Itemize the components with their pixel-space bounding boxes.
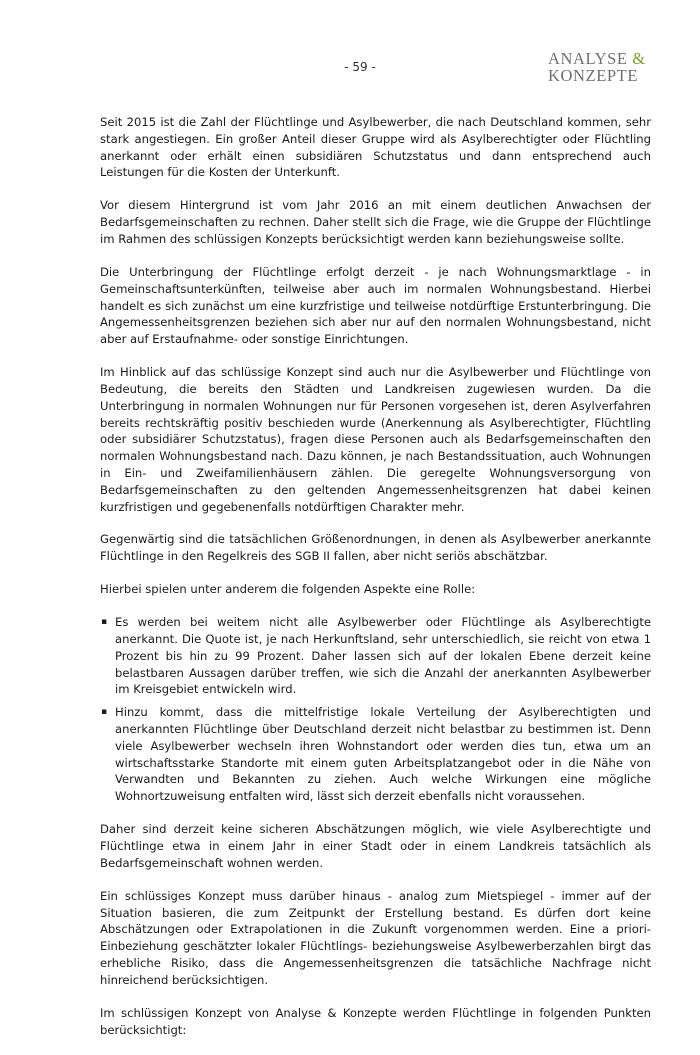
page-number: - 59 -	[344, 60, 376, 74]
logo-ampersand: &	[632, 49, 646, 68]
paragraph: Die Unterbringung der Flüchtlinge erfolgt derzeit - je nach Wohnungsmarktlage - in Gemeinschaftsunterkünften, teilweise aber auch im normalen Wohnungsbestand. Hierbei handelt es sich zunächst um eine kurzfristige und teilweise notdürftige Erstunterbringung. Die Angemessenheitsgrenzen beziehen sich aber nur auf den normalen Wohnungsbestand, nicht aber auf Erstaufnahme- oder sonstige Einrichtungen.	[100, 264, 651, 347]
company-logo	[548, 50, 646, 84]
logo-word-analyse: ANALYSE	[548, 49, 628, 68]
paragraph: Im schlüssigen Konzept von Analyse & Konzepte werden Flüchtlinge in folgenden Punkten berücksichtigt:	[100, 1005, 651, 1037]
logo-line-1	[548, 50, 646, 67]
list-item-text: Hinzu kommt, dass die mittelfristige lokale Verteilung der Asylberechtigten und anerkannten Flüchtlinge über Deutschland derzeit nicht belastbar zu bestimmen ist. Denn viele Asylbewerber wechseln ihren Wohnstandort oder werden dies tun, etwa um an wirtschaftsstarke Standorte mit einem guten Arbeitsplatzangebot oder in die Nähe von Verwandten und Bekannten zu ziehen. Auch welche Wirkungen eine mögliche Wohnortzuweisung entfalten wird, lässt sich derzeit ebenfalls nicht voraussehen.	[115, 705, 651, 804]
paragraph: Im Hinblick auf das schlüssige Konzept sind auch nur die Asylbewerber und Flüchtlinge von Bedeutung, die bereits den Städten und Landkreisen zugewiesen wurden. Da die Unterbringung in normalen Wohnungen nur für Personen vorgesehen ist, deren Asylverfahren bereits rechtskräftig positiv beschieden wurde (Anerkennung als Asylberechtigter, Flüchtling oder subsidiärer Schutzstatus), fragen diese Personen auch als Bedarfsgemeinschaften den normalen Wohnungsbestand nach. Dazu können, je nach Bestandssituation, auch Wohnungen in Ein- und Zweifamilienhäusern zählen. Die geregelte Wohnungsversorgung von Bedarfsgemeinschaften zu den geltenden Angemessenheitsgrenzen hat dabei keinen kurzfristigen und gegebenenfalls notdürftigen Charakter mehr.	[100, 365, 651, 514]
paragraph: Ein schlüssiges Konzept muss darüber hinaus - analog zum Mietspiegel - immer auf der Situation basieren, die zum Zeitpunkt der Erstellung bestand. Es dürfen dort keine Abschätzungen oder Extrapolationen in die Zukunft vorgenommen werden. Eine a priori-Einbeziehung geschätzter lokaler Flüchtlings- beziehungsweise Asylbewerberzahlen birgt das erhebliche Risiko, dass die Angemessenheitsgrenzen die tatsächliche Nachfrage nicht hinreichend berücksichtigen.	[100, 888, 651, 987]
bullet-list	[100, 614, 651, 805]
paragraph: Gegenwärtig sind die tatsächlichen Größenordnungen, in denen als Asylbewerber anerkannte Flüchtlinge in den Regelkreis des SGB II fallen, aber nicht seriös abschätzbar.	[100, 532, 651, 564]
logo-line-2: KONZEPTE	[548, 66, 639, 85]
bullet-icon: ▪	[101, 617, 108, 628]
paragraph: Daher sind derzeit keine sicheren Abschätzungen möglich, wie viele Asylberechtigte und Flüchtlinge etwa in einem Jahr in einer Stadt oder in einem Landkreis tatsächlich als Bedarfsgemeinschaft wohnen werden.	[100, 822, 651, 870]
paragraph: Vor diesem Hintergrund ist vom Jahr 2016 an mit einem deutlichen Anwachsen der Bedarfsgemeinschaften zu rechnen. Daher stellt sich die Frage, wie die Gruppe der Flüchtlinge im Rahmen des schlüssigen Konzepts berücksichtigt werden kann beziehungsweise sollte.	[100, 198, 651, 246]
paragraph: Seit 2015 ist die Zahl der Flüchtlinge und Asylbewerber, die nach Deutschland kommen, sehr stark angestiegen. Ein großer Anteil dieser Gruppe wird als Asylberechtigter oder Flüchtling anerkannt oder erhält einen subsidiären Schutzstatus und dann entsprechend auch Leistungen für die Kosten der Unterkunft.	[100, 115, 651, 180]
paragraph: Hierbei spielen unter anderem die folgenden Aspekte eine Rolle:	[100, 582, 476, 597]
body-text	[100, 114, 651, 1055]
list-item	[100, 704, 651, 805]
list-item-text: Es werden bei weitem nicht alle Asylbewerber oder Flüchtlinge als Asylberechtigte anerkannt. Die Quote ist, je nach Herkunftsland, sehr unterschiedlich, sie reicht von etwa 1 Prozent bis hin zu 99 Prozent. Daher lassen sich auf der lokalen Ebene derzeit keine belastbaren Aussagen darüber treffen, wie sich die Anzahl der anerkannten Asylbewerber im Kreisgebiet entwickeln wird.	[115, 615, 651, 697]
bullet-icon: ▪	[101, 707, 108, 718]
list-item	[100, 614, 651, 698]
